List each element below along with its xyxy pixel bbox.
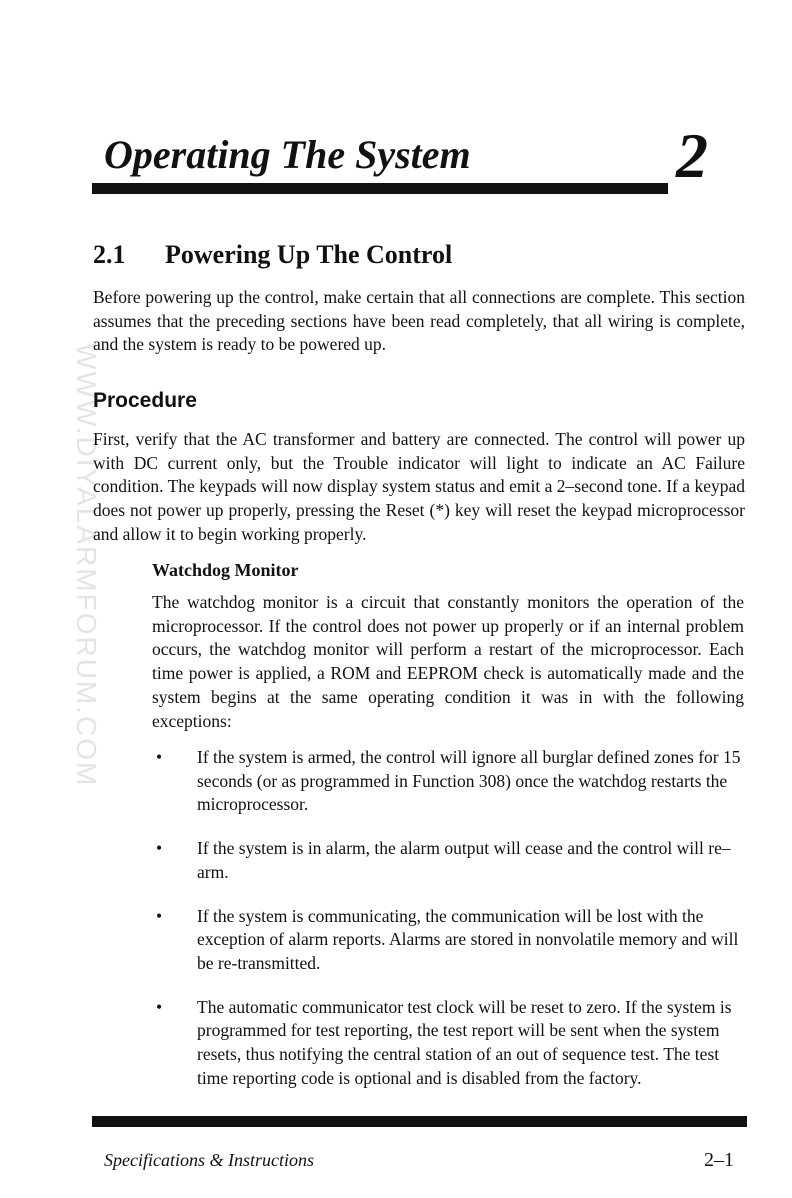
watermark: WWW.DIYALARMFORUM.COM [71,343,102,788]
list-item [152,746,742,817]
section-title: Powering Up The Control [165,240,453,269]
section-number: 2.1 [93,240,126,269]
chapter-title: Operating The System [104,132,471,177]
list-item-text: The automatic communicator test clock will be reset to zero. If the system is programmed for test reporting, the test report will be sent when the system resets, thus notifying the central station of an out of sequence test. The test time reporting code is optional and is disabled from the factory. [197,996,732,1088]
watchdog-heading: Watchdog Monitor [152,560,299,580]
page-number: 2–1 [704,1149,734,1171]
exceptions-list [152,746,742,1110]
list-item [152,996,742,1091]
bullet-icon: • [156,996,163,1017]
procedure-heading: Procedure [93,389,197,412]
chapter-rule [92,183,668,194]
procedure-paragraph: First, verify that the AC transformer and battery are connected. The control will power up with DC current only, but the Trouble indicator will light to indicate an AC Failure condition. The keypads will now display system status and emit a 2–second tone. If a keypad does not power up properly, pressing the Reset (*) key will reset the keypad microprocessor and allow it to begin working properly. [93,429,745,544]
watchdog-paragraph: The watchdog monitor is a circuit that constantly monitors the operation of the microprocessor. If the control does not power up properly or if an internal problem occurs, the watchdog monitor will perform a restart of the microprocessor. Each time power is applied, a ROM and EEPROM check is automatically made and the system begins at the same operating condition it was in with the following exceptions: [152,592,744,731]
section-heading [93,238,452,272]
footer-rule [92,1116,747,1127]
bullet-icon: • [156,747,163,767]
chapter-number: 2 [676,120,708,191]
section-intro-paragraph: Before powering up the control, make certain that all connections are complete. This section assumes that the preceding sections have been read completely, that all wiring is complete, and the system is ready to be powered up. [93,287,745,355]
bullet-icon: • [156,838,163,859]
list-item-text: If the system is armed, the control will ignore all burglar defined zones for 15 seconds (or as programmed in Function 308) once the watchdog restarts the microprocessor. [197,747,741,815]
bullet-icon: • [156,905,163,926]
list-item [152,905,742,976]
list-item-text: If the system is communicating, the communication will be lost with the exception of alarm reports. Alarms are stored in nonvolatile memory and will be re-transmitted. [197,905,739,973]
footer-document-title: Specifications & Instructions [104,1150,314,1170]
list-item-text: If the system is in alarm, the alarm output will cease and the control will re–arm. [197,838,731,882]
list-item [152,837,742,884]
